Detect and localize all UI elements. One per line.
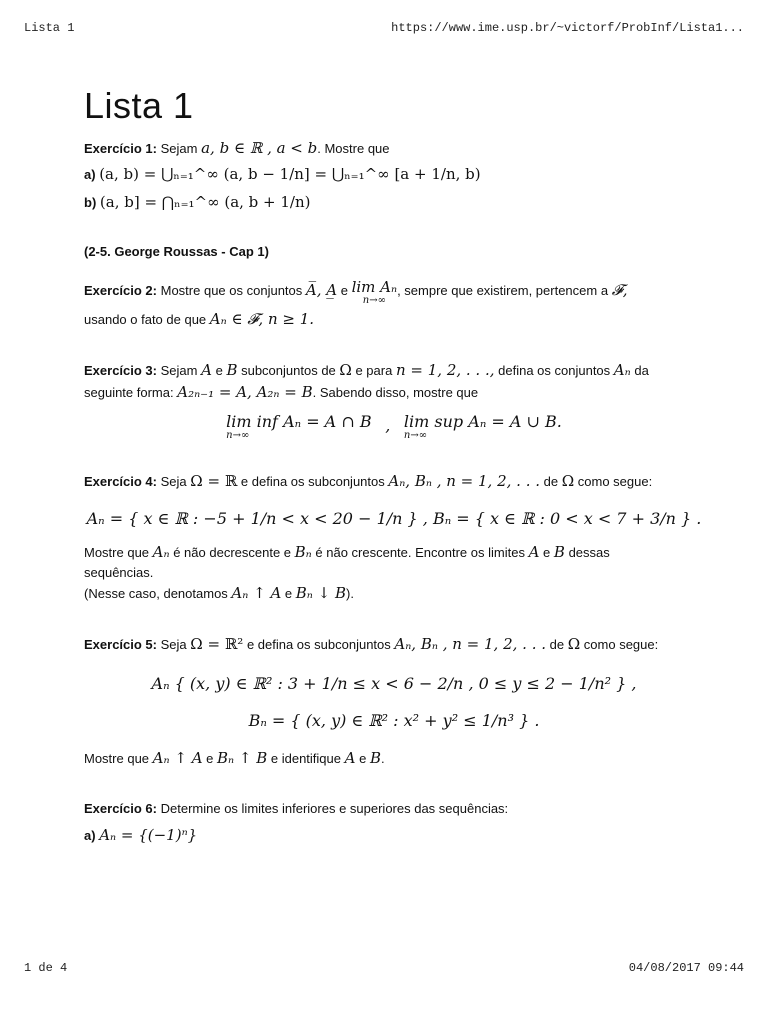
exercise-3-line2-post: . Sabendo disso, mostre que — [312, 385, 479, 401]
exercise-4-limit-b: B — [553, 543, 565, 562]
exercise-2-text-3: , sempre que existirem, pertencem a — [397, 283, 609, 299]
exercise-5-math-2: Aₙ, Bₙ , n = 1, 2, . . . — [394, 635, 547, 654]
exercise-3-display-sep: , — [385, 415, 391, 435]
exercise-4 — [84, 471, 704, 604]
exercise-1-item-b — [84, 192, 704, 214]
exercise-3-display-left-sub: n→∞ — [226, 429, 250, 441]
exercise-4-an: Aₙ — [152, 543, 170, 562]
exercise-2-line2-text: usando o fato de que — [84, 311, 207, 327]
exercise-3-set-a: A — [201, 361, 212, 380]
exercise-4-para1-post: dessas — [568, 545, 610, 561]
exercise-1-label: Exercício 1: — [84, 141, 157, 157]
exercise-4-para1-mid1: é não decrescente e — [173, 545, 292, 561]
exercise-4-para2-math2: Bₙ ↓ B — [295, 583, 346, 602]
page-title: Lista 1 — [84, 85, 194, 126]
exercise-4-para1-mid2: é não crescente. Encontre os limites — [315, 545, 525, 561]
exercise-5-text-2: e defina os subconjuntos — [246, 637, 391, 653]
exercise-2 — [84, 280, 704, 330]
exercise-4-limit-a: A — [528, 543, 540, 562]
exercise-4-para1-pre: Mostre que — [84, 545, 150, 561]
exercise-5-closing-pre: Mostre que — [84, 751, 150, 767]
exercise-2-math-1: A̅, A̲ — [305, 281, 338, 300]
exercise-3-math-n: n = 1, 2, . . ., — [395, 361, 495, 380]
exercise-4-text-2: e defina os subconjuntos — [240, 474, 385, 490]
exercise-5-closing-mid1: e — [206, 751, 214, 767]
exercise-3-text-6: da — [634, 363, 649, 379]
source-note-text: (2-5. George Roussas - Cap 1) — [84, 244, 269, 260]
exercise-4-display: Aₙ = { x ∈ ℝ : −5 + 1/n < x < 20 − 1/n } , Bₙ = { x ∈ ℝ : 0 < x < 7 + 3/n } . — [86, 508, 702, 528]
document-body — [84, 80, 704, 847]
exercise-4-math-1: Ω = ℝ — [190, 472, 238, 491]
exercise-3-text-3: subconjuntos de — [241, 363, 336, 379]
browser-footer-timestamp: 04/08/2017 09:44 — [628, 961, 744, 975]
exercise-6-label: Exercício 6: — [84, 801, 157, 817]
exercise-1-item-a — [84, 164, 704, 186]
exercise-2-limit — [352, 280, 398, 306]
exercise-1 — [84, 138, 704, 213]
exercise-5: Exercício 5: Seja Ω = ℝ² e defina os subconjuntos Aₙ, Bₙ , n = 1, 2, . . . de Ω como segue: Aₙ { (x, y) ∈ ℝ² : 3 + 1/n ≤ x < 6 − 2/n , 0 ≤ y ≤ 2 − 1/n² } , Bₙ = { (x, y) ∈ ℝ² : x² + y² ≤ 1/n³ } . Mostre que Aₙ ↑ A e Bₙ ↑ B e identifique A e B. — [84, 634, 704, 770]
exercise-5-math-1: Ω = ℝ² — [190, 635, 244, 654]
exercise-3 — [84, 360, 704, 441]
exercise-4-para2-mid: e — [284, 585, 293, 601]
exercise-3-text-2: e — [215, 363, 223, 379]
exercise-3-display-left: lim inf Aₙ = A ∩ B — [226, 411, 372, 431]
exercise-1-item-a-label: a) — [84, 166, 96, 182]
exercise-3-omega: Ω — [339, 361, 352, 380]
exercise-3-set-an: Aₙ — [613, 361, 631, 380]
exercise-4-para2-math1: Aₙ ↑ A — [231, 583, 282, 602]
exercise-1-intro-text: Sejam — [160, 141, 198, 157]
exercise-6-text: Determine os limites inferiores e superiores das sequências: — [160, 801, 509, 817]
exercise-3-display-right-sub: n→∞ — [403, 429, 428, 441]
exercise-5-closing-mid3: e — [359, 751, 367, 767]
exercise-4-para2-pre: (Nesse caso, denotamos — [84, 585, 228, 601]
exercise-3-set-b: B — [226, 361, 238, 380]
exercise-3-text-5: defina os conjuntos — [498, 363, 611, 379]
exercise-1-item-a-math: (a, b) = ⋃ₙ₌₁^∞ (a, b − 1/n] = ⋃ₙ₌₁^∞ [a + 1/n, b) — [99, 164, 481, 183]
exercise-4-text-1: Seja — [160, 474, 187, 490]
exercise-4-omega: Ω — [561, 472, 575, 491]
exercise-3-display-right: lim sup Aₙ = A ∪ B. — [403, 411, 562, 431]
source-note — [84, 243, 704, 262]
exercise-5-identify-b: B — [369, 749, 381, 768]
exercise-4-bn: Bₙ — [294, 543, 312, 562]
exercise-2-text-1: Mostre que os conjuntos — [160, 283, 303, 299]
exercise-3-text-4: e para — [355, 363, 393, 379]
exercise-1-item-b-label: b) — [84, 194, 97, 210]
exercise-2-math-3: 𝓕, — [611, 281, 628, 300]
exercise-3-display — [84, 411, 704, 441]
browser-footer-page: 1 de 4 — [24, 961, 68, 975]
exercise-5-text-1: Seja — [160, 637, 187, 653]
exercise-6-item-a-label: a) — [84, 828, 96, 844]
exercise-4-label: Exercício 4: — [84, 474, 157, 490]
exercise-5-display-b: Bₙ = { (x, y) ∈ ℝ² : x² + y² ≤ 1/n³ } . — [248, 711, 540, 731]
exercise-3-label: Exercício 3: — [84, 363, 157, 379]
exercise-3-line2-math: A₂ₙ₋₁ = A, A₂ₙ = B — [177, 383, 313, 402]
exercise-4-para1-mid3: e — [543, 545, 551, 561]
exercise-2-limit-sub: n→∞ — [362, 295, 386, 307]
exercise-5-display-a: Aₙ { (x, y) ∈ ℝ² : 3 + 1/n ≤ x < 6 − 2/n , 0 ≤ y ≤ 2 − 1/n² } , — [151, 674, 637, 694]
exercise-1-statement — [84, 138, 704, 160]
exercise-4-para2-post: ). — [346, 585, 354, 601]
exercise-5-omega: Ω — [567, 635, 581, 654]
exercise-5-label: Exercício 5: — [84, 637, 157, 653]
exercise-1-intro-math: a, b ∈ ℝ , a < b — [201, 139, 318, 158]
exercise-6-item-a-math: Aₙ = {(−1)ⁿ} — [99, 826, 198, 845]
exercise-2-line2-math: Aₙ ∈ 𝓕, n ≥ 1. — [209, 309, 315, 328]
exercise-1-item-b-math: (a, b] = ⋂ₙ₌₁^∞ (a, b + 1/n) — [99, 192, 311, 211]
exercise-4-text-3: de — [543, 474, 559, 490]
exercise-1-intro-post: . Mostre que — [317, 141, 390, 157]
exercise-5-identify-a: A — [344, 749, 356, 768]
exercise-2-math-2: lim Aₙ — [351, 278, 398, 297]
exercise-5-closing-math1: Aₙ ↑ A — [152, 749, 203, 768]
exercise-5-text-4: como segue: — [583, 637, 659, 653]
exercise-2-text-2: e — [340, 283, 348, 299]
browser-header-url: https://www.ime.usp.br/~victorf/ProbInf/Lista1... — [391, 21, 744, 35]
exercise-4-math-2: Aₙ, Bₙ , n = 1, 2, . . . — [388, 472, 540, 491]
exercise-2-label: Exercício 2: — [84, 283, 157, 299]
exercise-4-para1-line2: sequências. — [84, 564, 154, 580]
browser-header-title: Lista 1 — [24, 21, 75, 35]
exercise-5-closing-math2: Bₙ ↑ B — [217, 749, 268, 768]
exercise-5-text-3: de — [549, 637, 565, 653]
exercise-3-line2-text: seguinte forma: — [84, 385, 174, 401]
exercise-3-text-1: Sejam — [160, 363, 198, 379]
exercise-5-closing-mid2: e identifique — [270, 751, 341, 767]
exercise-6 — [84, 800, 704, 847]
exercise-4-text-4: como segue: — [577, 474, 653, 490]
